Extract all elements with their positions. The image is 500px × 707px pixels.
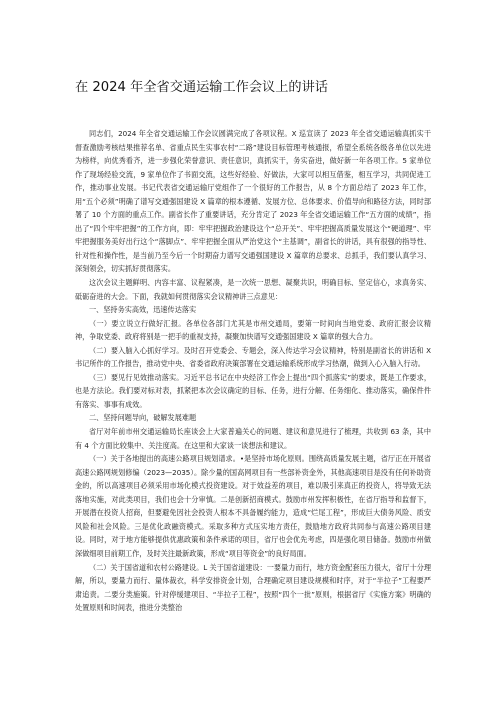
paragraph-1-1: （一）要立说立行做好汇报。各单位各部门尤其是市州交通局，要第一时间向当地党委、政府汇报会议精神，争取党委、政府将别是一把手的重视支持，凝聚加快谱写交通强国建设 X 篇章的强大合力。 [75,318,431,342]
paragraph-1-2: （二）要入脑入心抓好学习。及时召开党委会、专题会，深入传达学习会议精神，特别是副省长的讲话和 X 书记所作的工作报告，推动党中央、省委省政府决策部署在交通运输系统形成学习热潮，做到入心入脑入行动。 [75,345,431,369]
paragraph-2-1: （一）关于各地提出的高速公路项目规划谱求。•是坚持市场化原则。围绕高质量发展主题，省厅正在开展省高速公路网规划修编（2023—2035）。除少量的国高网项目有一些部补资金外，其他高速项目是没有任何补助资金的，所以高速项目必须采用市场化模式投资建设。对于效益差的项目，难以吸引来真正的投资人，将导致无法落地实施，对此类项目，我们也会十分审慎。二是创新招商模式。鼓励市州发挥积极性，在省厅指导和监督下，开展潜在投资人招商，但要避免因社会投资人根本不具备履约能力，造成“烂尾工程”，形成巨大债务风险、质安风险和社会风险。三是优化政融资模式。采取多种方式压实地方责任，鼓励地方政府共同参与高速公路项目建设。同时，对于地方能够提供优惠政策和条件承诺的项目，省厅也会优先考虑，四是强化项目储备。鼓励市州做深做细项目前期工作，及时关注最新政策，形成“项目等资金”的良好局面。 [75,454,431,558]
section-heading-2: 二、坚持问题导向，破解发展难题 [89,413,197,423]
paragraph-2-intro: 省厅对年前市州交通运输局长座谈会上大家普遍关心的问题、建议和意见进行了梳理，共收到 63 条，其中有 4 个方面比较集中、关注度高。在这里和大家谈一谈想法和建议。 [75,427,431,450]
paragraph-2-2: （二）关于国省道和农村公路建设。L 关于国省道建设：一要量力而行，地方资金配套压力很大，省厅十分理解，所以，要量力而行、量体裁衣，科学安排资金计划，合理确定项目建设规模和时序，对于“半拉子”工程要严肃追责。二要分类施策。针对停缓建项目、“半拉子工程”，按照“四个一批”原则，根据省厅《实施方案》明确的处置原则和时间表，推进分类整治 [75,562,431,613]
paragraph-1-3: （三）要见行见效推动落实。习近平总书记在中央经济工作会上提出“四个抓落实”的要求，既是工作要求，也是方法论。我们要对标对表，抓紧把本次会议确定的目标、任务，进行分解、任务细化、推动落实，确保件件有落实、事事有成效。 [75,372,431,409]
paragraph-opening: 同志们，2024 年全省交通运输工作会议圆满完成了各项议程。X 巡宣读了 2023 年全省交通运输真抓实干督查激励考核结果推荐名单、省重点民生实事农村“二路”建设目标管理考核通报，希望全系统各级各单位以先进为榜样，向优秀看齐，进一步强化荣誉意识、责任意识，真抓实干，务实奋进，做好新一年各项工作。5 家单位作了现场经验交流，9 家单位作了书面交流，这些好经验、好做法，大家可以相互借鉴，相互学习，共同促进工作，推动事业发展。书记代表省交通运输厅党组作了一个很好的工作报告，从 8 个方面总结了 2023 年工作，用“五个必须”明确了谱写交通强国建设 X 篇章的根本遵循、发展方位、总体要求、价值导向和路径方法，同时部署了 10 个方面的重点工作。副省长作了重要讲话，充分肯定了 2023 年全省交通运输工作“五方面的成绩”，指出了“四个牢牢把握”的工作方向，即：牢牢把握政治建设这个“总开关”、牢牢把握高质量发展这个“硬道理”、牢牢把握服务美好出行这个“落脚点”、牢牢把握全面从严治党这个“主基调”，副省长的讲话，具有很强的指导性、针对性和操作性，是当前乃至今后一个时期奋力谱写交通强国建设 X 篇章的总要求、总抓手，我们要认真学习、深刻领会，切实抓好贯彻落实。 [75,129,431,274]
document-title: 在 2024 年全省交通运输工作会议上的讲话 [75,80,328,95]
section-heading-1: 一、坚持务实高效，迅速传达落实 [89,305,197,315]
document-body [75,127,431,615]
paragraph-summary: 这次会议主题鲜明、内容丰富、议程紧凑，是一次统一思想、凝聚共识，明确目标、坚定信心，求真务实、砥砺奋进的大会。下面，我就如何贯彻落实会议精神讲三点意见： [75,278,431,301]
